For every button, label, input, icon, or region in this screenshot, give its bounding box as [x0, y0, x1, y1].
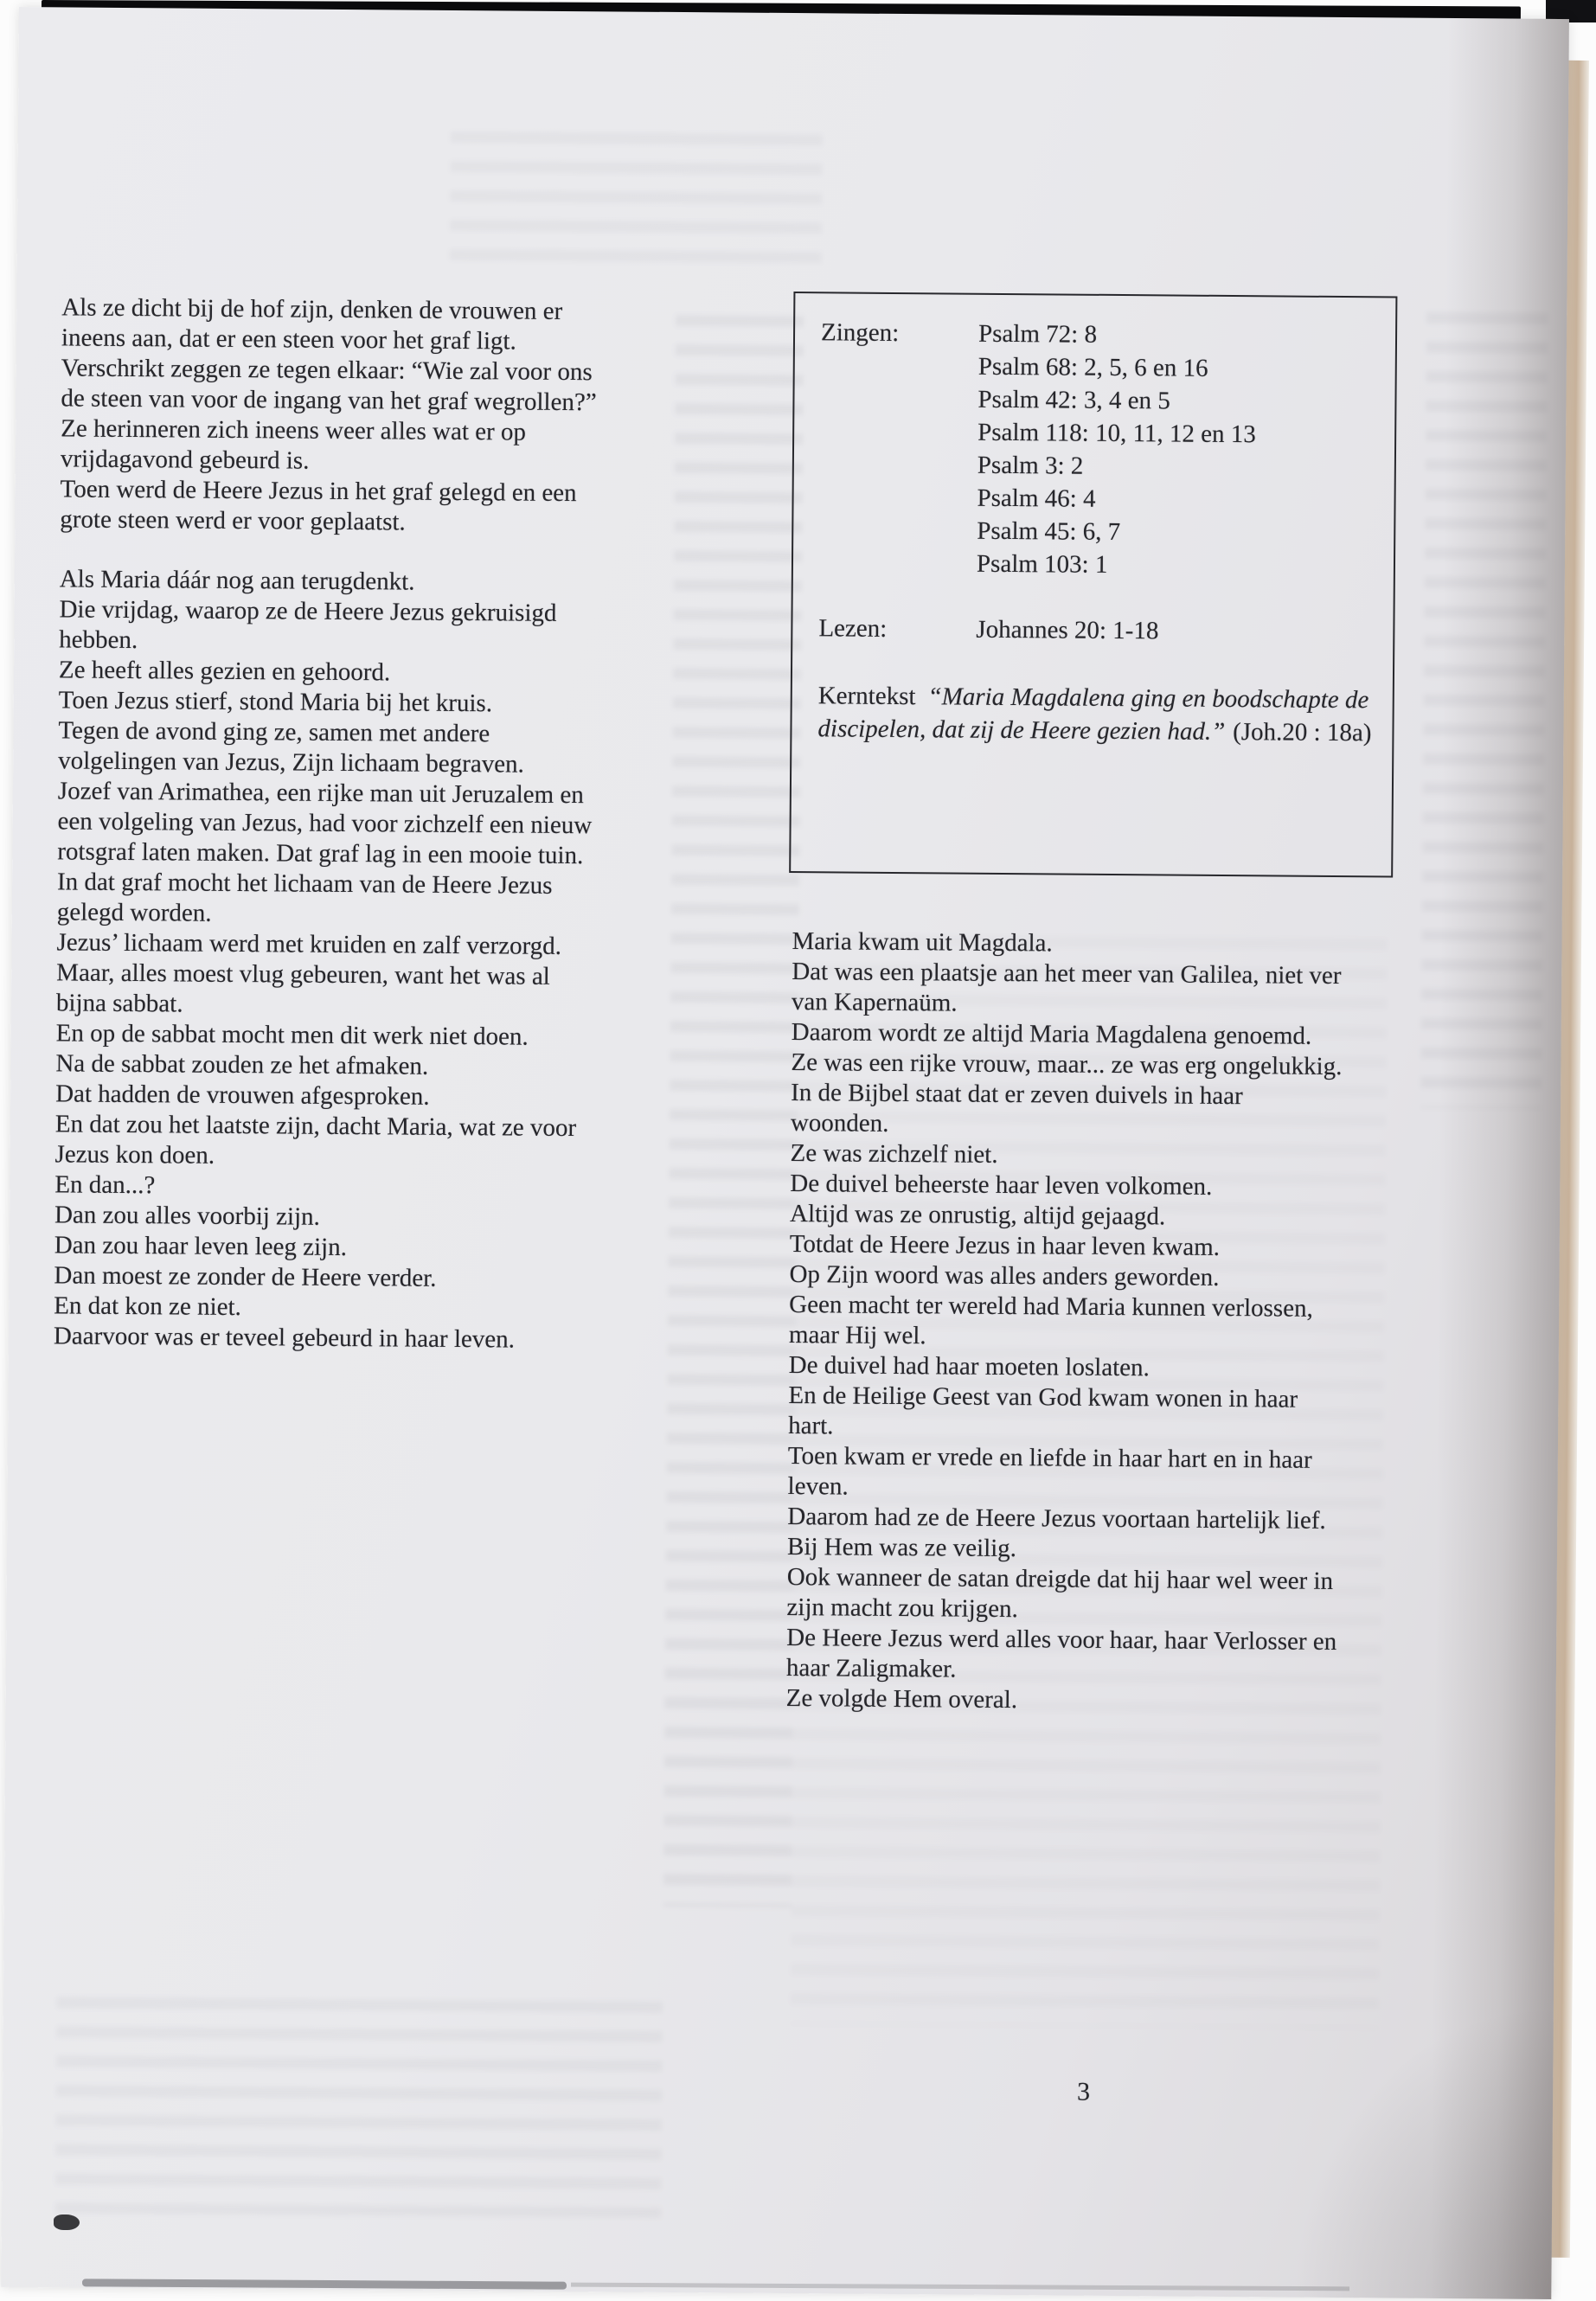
page-curl-shadow [1430, 18, 1569, 2299]
zingen-row [819, 316, 1375, 583]
text-line: Ze was een rijke vrouw, maar... ze was erg ongelukkig. [791, 1048, 1343, 1081]
text-line: Tegen de avond ging ze, samen met andere volgelingen van Jezus, Zijn lichaam begraven. [58, 716, 525, 779]
right-text-column [786, 926, 1346, 1718]
lezen-value: Johannes 20: 1-18 [976, 615, 1159, 645]
text-line: Geen macht ter wereld had Maria kunnen verlossen, maar Hij wel. [788, 1291, 1313, 1350]
text-line: Dan zou alles voorbij zijn. [54, 1201, 320, 1231]
text-line: Na de sabbat zouden ze het afmaken. [55, 1049, 429, 1080]
psalm-item: Psalm 45: 6, 7 [977, 516, 1121, 547]
page-number: 3 [1076, 2077, 1091, 2106]
text-line: Maria kwam uit Magdala. [792, 927, 1053, 958]
text-line: In de Bijbel staat dat er zeven duivels in haar woonden. [790, 1079, 1243, 1138]
text-line: Op Zijn woord was alles anders geworden. [789, 1260, 1220, 1292]
bleedthrough-ghost [55, 1997, 663, 2217]
text-line: En dan...? [54, 1170, 156, 1200]
text-line: Totdat de Heere Jezus in haar leven kwam. [789, 1230, 1221, 1261]
text-line: Maar, alles moest vlug gebeuren, want het was al bijna sabbat. [55, 958, 550, 1018]
corner-shadow [1292, 2003, 1554, 2299]
text-line: Dat hadden de vrouwen afgesproken. [55, 1080, 430, 1111]
text-line: En de Heilige Geest van God kwam wonen in haar hart. [788, 1381, 1298, 1440]
text-line: Toen kwam er vrede en liefde in haar hart en in haar leven. [787, 1442, 1312, 1501]
info-box [789, 292, 1397, 877]
scanned-page [1, 7, 1569, 2299]
text-line: Daarom wordt ze altijd Maria Magdalena genoemd. [791, 1018, 1312, 1050]
text-line: Ook wanneer de satan dreigde dat hij haar wel weer in zijn macht zou krijgen. [786, 1563, 1334, 1624]
psalm-list [977, 317, 1257, 583]
kerntekst-label: Kerntekst [817, 682, 916, 711]
text-line: Als Maria dáár nog aan terugdenkt. [59, 565, 415, 596]
left-text-column [54, 292, 607, 1356]
text-line: En op de sabbat mocht men dit werk niet doen. [55, 1019, 529, 1051]
text-line: Dan zou haar leven leeg zijn. [54, 1231, 348, 1262]
text-line: Toen werd de Heere Jezus in het graf gelegd en een grote steen werd er voor geplaatst. [60, 475, 577, 536]
text-line: En dat zou het laatste zijn, dacht Maria, wat ze voor Jezus kon doen. [54, 1110, 577, 1170]
text-line: Daarvoor was er teveel gebeurd in haar leven. [53, 1322, 516, 1354]
psalm-item: Psalm 68: 2, 5, 6 en 16 [977, 352, 1208, 382]
text-line: En dat kon ze niet. [54, 1292, 241, 1322]
psalm-item: Psalm 118: 10, 11, 12 en 13 [977, 418, 1256, 449]
text-line: Die vrijdag, waarop ze de Heere Jezus gekruisigd hebben. [59, 595, 557, 655]
text-line: Verschrikt zeggen ze tegen elkaar: “Wie zal voor ons de steen van voor de ingang van het graf wegrollen?” [61, 354, 597, 417]
kerntekst [817, 679, 1372, 749]
text-line: Ze volgde Hem overal. [785, 1684, 1018, 1715]
text-line: In dat graf mocht het lichaam van de Heere Jezus gelegd worden. [56, 868, 553, 927]
text-line [60, 535, 605, 568]
text-line: Ze herinneren zich ineens weer alles wat er op vrijdagavond gebeurd is. [60, 414, 527, 475]
psalm-item: Psalm 46: 4 [977, 484, 1096, 513]
text-line: Dat was een plaatsje aan het meer van Galilea, niet ver van Kapernaüm. [791, 958, 1342, 1017]
text-line: Jezus’ lichaam werd met kruiden en zalf verzorgd. [56, 928, 562, 960]
text-line: Toen Jezus stierf, stond Maria bij het kruis. [58, 686, 493, 718]
scan-artifact-blob [54, 2214, 80, 2230]
psalm-item: Psalm 72: 8 [977, 319, 1098, 349]
psalm-item: Psalm 42: 3, 4 en 5 [977, 385, 1170, 415]
text-line: Dan moest ze zonder de Heere verder. [54, 1261, 437, 1292]
kerntekst-reference: (Joh.20 : 18a) [1233, 718, 1372, 747]
text-line: De Heere Jezus werd alles voor haar, haar Verlosser en haar Zaligmaker. [785, 1624, 1337, 1683]
text-line: Als ze dicht bij de hof zijn, denken de vrouwen er ineens aan, dat er een steen voor het graf ligt. [61, 293, 563, 356]
text-line: De duivel had haar moeten loslaten. [788, 1351, 1150, 1382]
text-line: Bij Hem was ze veilig. [786, 1533, 1017, 1563]
psalm-item: Psalm 103: 1 [976, 549, 1108, 579]
bleedthrough-ghost [663, 315, 804, 1907]
text-line: Daarom had ze de Heere Jezus voortaan hartelijk lief. [787, 1503, 1326, 1535]
psalm-item: Psalm 3: 2 [977, 451, 1084, 480]
text-line: De duivel beheerste haar leven volkomen. [790, 1170, 1213, 1201]
bleedthrough-ghost [450, 131, 823, 264]
zingen-label: Zingen: [820, 318, 900, 348]
kerntekst-quote: “Maria Magdalena ging en boodschapte de discipelen, dat zij de Heere gezien had.” [817, 683, 1369, 746]
lezen-row [818, 612, 1372, 649]
text-line: Altijd was ze onrustig, altijd gejaagd. [789, 1200, 1166, 1231]
text-line: Ze heeft alles gezien en gehoord. [58, 656, 391, 687]
lezen-label: Lezen: [818, 614, 888, 643]
text-line: Jozef van Arimathea, een rijke man uit Jeruzalem en een volgeling van Jezus, had voor zichzelf een nieuw rotsgraf laten maken. Dat graf lag in een mooie tuin. [57, 777, 593, 870]
text-line: Ze was zichzelf niet. [790, 1139, 998, 1169]
